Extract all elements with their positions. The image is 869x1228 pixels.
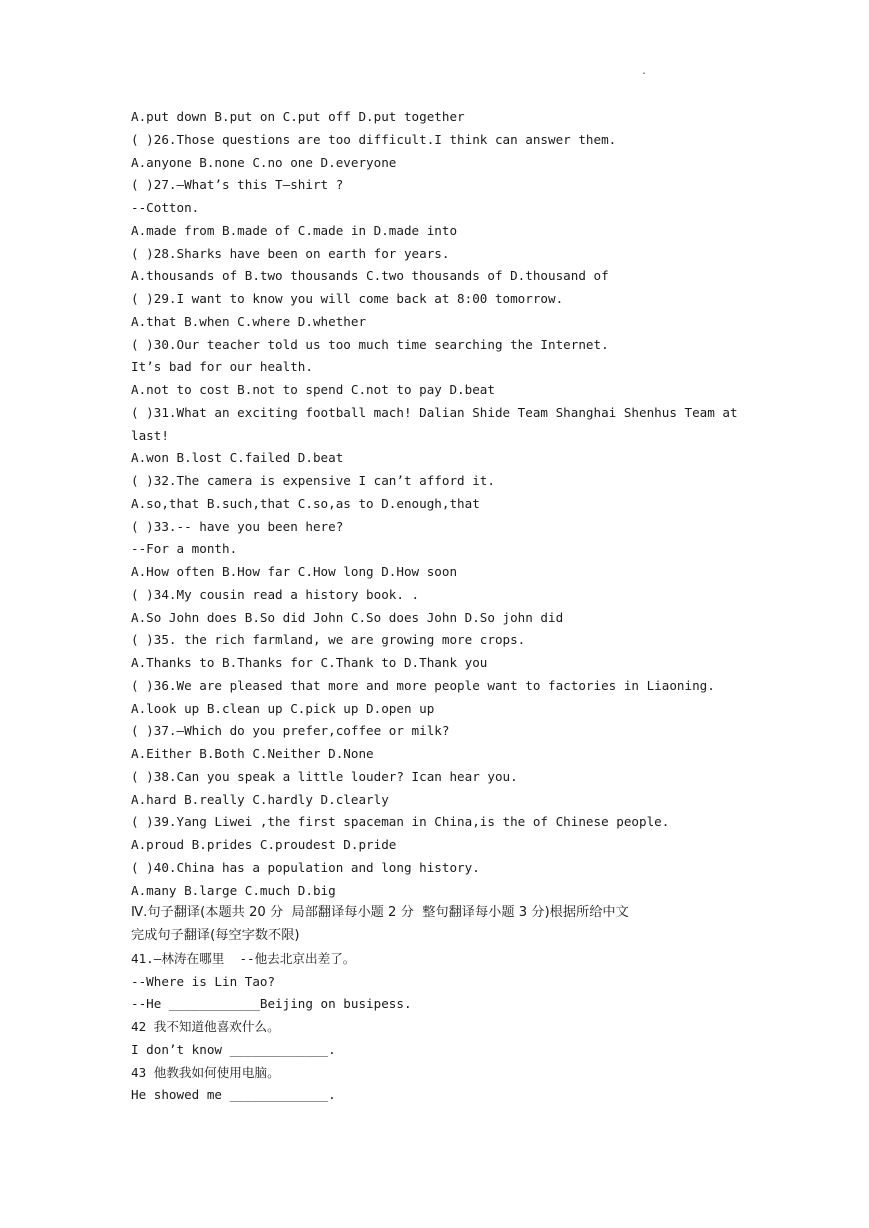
question-30: ( )30.Our teacher told us too much time searching the Internet. (131, 336, 609, 352)
text-line: A.put down B.put on C.put off D.put together (131, 109, 465, 124)
question-32: ( )32.The camera is expensive I can’t afford it. (131, 473, 495, 488)
options-38: A.hard B.really C.hardly D.clearly (131, 791, 389, 807)
section-heading: Ⅳ.句子翻译(本题共 20 分 局部翻译每小题 2 分 整句翻译每小题 3 分)根据所给中文 (131, 905, 629, 921)
options-37: A.Either B.Both C.Neither D.None (131, 746, 374, 761)
question-43: 43 他教我如何使用电脑。 (131, 1064, 280, 1080)
question-28: ( )28.Sharks have been on earth for years. (131, 245, 450, 261)
section-instructions: 完成句子翻译(每空字数不限) (131, 928, 300, 943)
answer-43: He showed me _____________. (131, 1087, 336, 1103)
options-26: A.anyone B.none C.no one D.everyone (131, 154, 397, 170)
answer-41: --He ____________Beijing on busipess. (131, 996, 412, 1012)
options-29: A.that B.when C.where D.whether (131, 313, 367, 329)
options-32: A.so,that B.such,that C.so,as to D.enough,that (131, 495, 480, 511)
question-29: ( )29.I want to know you will come back at 8:00 tomorrow. (131, 291, 564, 306)
text-line: --Where is Lin Tao? (131, 973, 276, 989)
question-41: 41.—林涛在哪里 --他去北京出差了。 (131, 950, 356, 966)
options-35: A.Thanks to B.Thanks for C.Thank to D.Thank you (131, 655, 488, 670)
header-mark: . (641, 66, 648, 77)
question-34: ( )34.My cousin read a history book. . (131, 586, 420, 602)
options-30: A.not to cost B.not to spend C.not to pay D.beat (131, 382, 495, 397)
question-26: ( )26.Those questions are too difficult.I think can answer them. (131, 131, 617, 147)
options-36: A.look up B.clean up C.pick up D.open up (131, 700, 435, 716)
question-40: ( )40.China has a population and long history. (131, 859, 480, 875)
options-39: A.proud B.prides C.proudest D.pride (131, 837, 397, 852)
question-39: ( )39.Yang Liwei ,the first spaceman in China,is the of Chinese people. (131, 814, 670, 830)
question-37: ( )37.—Which do you prefer,coffee or milk? (131, 723, 450, 739)
question-42: 42 我不知道他喜欢什么。 (131, 1019, 280, 1034)
question-38: ( )38.Can you speak a little louder? Ican hear you. (131, 768, 518, 784)
answer-42: I don’t know _____________. (131, 1041, 336, 1057)
options-27: A.made from B.made of C.made in D.made into (131, 222, 458, 238)
text-line: It’s bad for our health. (131, 359, 313, 375)
document-body (131, 106, 751, 1107)
question-33: ( )33.-- have you been here? (131, 518, 344, 534)
question-35: ( )35. the rich farmland, we are growing more crops. (131, 632, 526, 648)
options-33: A.How often B.How far C.How long D.How soon (131, 564, 458, 579)
question-31: ( )31.What an exciting football mach! Dalian Shide Team Shanghai Shenhus Team at (131, 404, 738, 420)
question-36: ( )36.We are pleased that more and more people want to factories in Liaoning. (131, 677, 715, 693)
text-line: --Cotton. (131, 200, 200, 215)
options-28: A.thousands of B.two thousands C.two thousands of D.thousand of (131, 268, 609, 284)
question-27: ( )27.—What’s this T—shirt ? (131, 177, 344, 193)
options-31: A.won B.lost C.failed D.beat (131, 450, 344, 466)
options-34: A.So John does B.So did John C.So does John D.So john did (131, 609, 564, 625)
text-line: last! (131, 427, 169, 443)
options-40: A.many B.large C.much D.big (131, 882, 336, 898)
text-line: --For a month. (131, 541, 238, 557)
